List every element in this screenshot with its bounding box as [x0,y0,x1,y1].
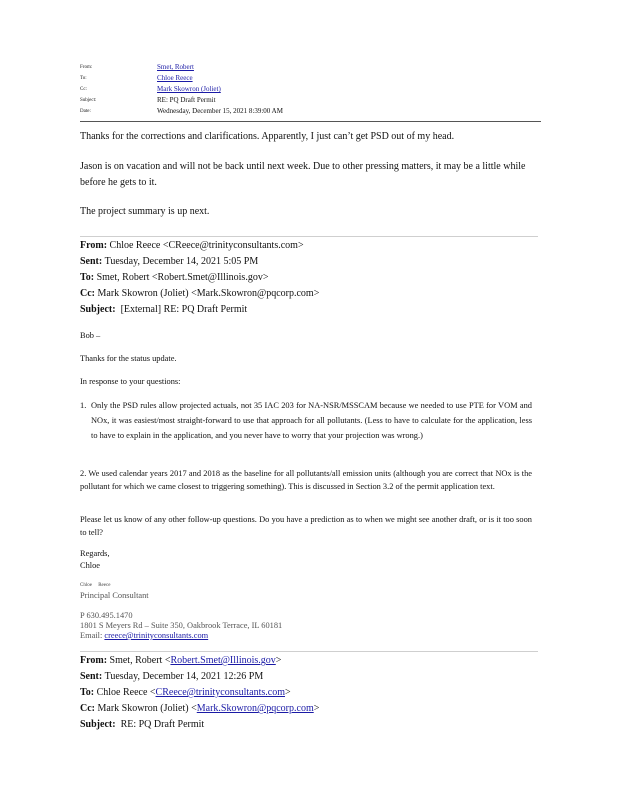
msg1-line-1: Thanks for the status update. [80,354,177,363]
signature-last-name: Reece [98,583,111,588]
to-label: To: [80,76,87,81]
msg1-subject-label: Subject: [80,304,116,315]
signature-email-row [80,630,208,642]
msg1-from-value: Chloe Reece <CReece@trinityconsultants.com> [109,240,304,251]
msg2-cc-email-link[interactable]: Mark.Skowron@pqcorp.com [196,703,314,714]
msg1-sent-label: Sent: [80,256,103,267]
msg1-sent-value: Tuesday, December 14, 2021 5:05 PM [104,256,259,267]
msg1-subject-value: [External] RE: PQ Draft Permit [120,304,248,315]
msg1-cc-label: Cc: [80,288,95,299]
signature-address: 1801 S Meyers Rd – Suite 350, Oakbrook Terrace, IL 60181 [80,621,283,630]
msg1-item-3: Please let us know of any other follow-up questions. Do you have a prediction as to when we might see another draft, or is it too soon to tell? [80,515,532,537]
msg1-regards: Regards, [80,549,110,558]
list-text: Only the PSD rules allow projected actuals, not 35 IAC 203 for NA-NSR/MSSCAM because we needed to use PTE for VOM and NOx, it was easiest/most straight-forward to use that approach for all pollutants. (Less to have to calculate for the application, less to have to explain in the application, and you never have to worry that your projection was wrong.) [91,401,532,440]
msg2-cc-name: Mark Skowron (Joliet) [97,703,189,714]
msg2-subject-label: Subject: [80,719,116,730]
signature-first-name: Chloe [80,583,92,588]
msg1-to-value: Smet, Robert <Robert.Smet@Illinois.gov> [96,272,269,283]
message-2-header: From: Smet, Robert <Robert.Smet@Illinois.gov> Sent: Tuesday, December 14, 2021 12:26 PM To: Chloe Reece <CReece@trinityconsultants.com> Cc: Mark Skowron (Joliet) <Mark.Skowron@pqcorp.com> Subject: RE: PQ Draft Permit [80,655,320,730]
msg2-from-email-link[interactable]: Robert.Smet@Illinois.gov [170,655,276,666]
message-1-header [80,238,540,318]
message-divider-2 [80,651,538,652]
header-divider [80,121,541,122]
msg1-cc-value: Mark Skowron (Joliet) <Mark.Skowron@pqcorp.com> [97,288,320,299]
reply-paragraph-1: Thanks for the corrections and clarifications. Apparently, I just can’t get PSD out of my head. [80,131,455,142]
msg2-sent-value: Tuesday, December 14, 2021 12:26 PM [104,671,264,682]
msg1-item-2: 2. We used calendar years 2017 and 2018 as the baseline for all pollutants/all emission units (although you are correct that NOx is the pollutant for which we came closest to triggering something). This is discussed in Section 3.2 of the permit application text. [80,469,532,491]
subject-value: RE: PQ Draft Permit [157,96,216,104]
cc-label: Cc: [80,87,87,92]
list-number: 1. [80,401,87,410]
to-link[interactable]: Chloe Reece [157,74,193,82]
msg2-to-label: To: [80,687,95,698]
signature-email-link[interactable]: creece@trinityconsultants.com [104,631,209,640]
signature-phone: P 630.495.1470 [80,611,133,620]
msg2-from-label: From: [80,655,108,666]
msg2-to-email-link[interactable]: CReece@trinityconsultants.com [155,687,286,698]
msg1-to-label: To: [80,272,95,283]
msg1-from-label: From: [80,240,108,251]
msg1-greeting: Bob – [80,331,101,340]
subject-label: Subject: [80,98,97,103]
signature-name [80,583,110,588]
from-label: From: [80,65,93,70]
msg2-subject-value: RE: PQ Draft Permit [120,719,205,730]
msg1-list-item-1 [80,398,532,443]
date-label: Date: [80,109,91,114]
message-divider-1 [80,236,538,237]
msg1-name: Chloe [80,561,101,570]
msg2-sent-label: Sent: [80,671,103,682]
from-link[interactable]: Smet, Robert [157,63,194,71]
msg2-from-name: Smet, Robert [109,655,163,666]
signature-email-label: Email: [80,631,103,640]
msg2-cc-label: Cc: [80,703,95,714]
cc-link[interactable]: Mark Skowron (Joliet) [157,85,221,93]
msg1-line-2: In response to your questions: [80,377,181,386]
signature-title: Principal Consultant [80,591,149,600]
email-header [80,62,540,117]
reply-paragraph-3: The project summary is up next. [80,206,210,217]
reply-paragraph-2: Jason is on vacation and will not be back until next week. Due to other pressing matters, it may be a little while before he gets to it. [80,161,526,188]
msg2-to-name: Chloe Reece [96,687,148,698]
date-value: Wednesday, December 15, 2021 8:39:00 AM [157,107,283,115]
